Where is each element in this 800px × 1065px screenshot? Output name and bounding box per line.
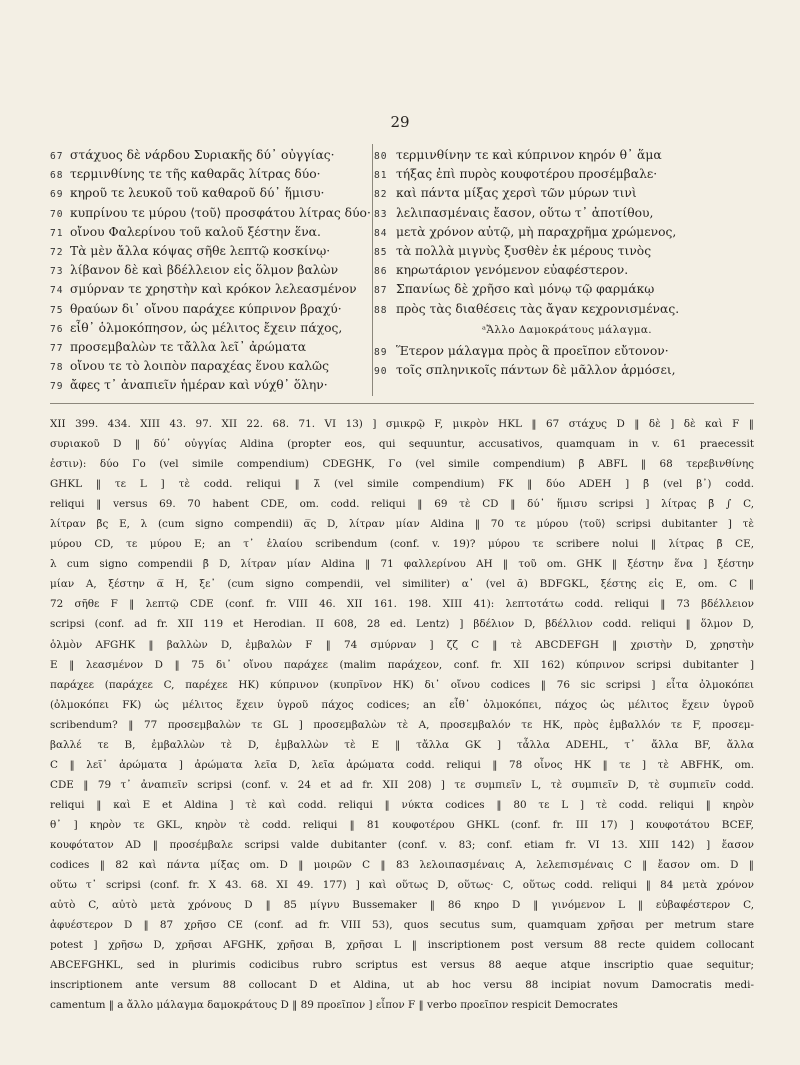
- apparatus-line: scripsi (conf. ad fr. XII 119 et Herodian. II 608, 28 ed. Lentz) ] βδέλιον D, βδέλλιον codd. reliqui ‖ ὅλμον D,: [50, 618, 754, 631]
- verse-line: [50, 184, 370, 203]
- verse-text: προσεμβαλὼν τε τἄλλα λεῖ᾽ ἀρώματα: [70, 339, 307, 354]
- verse-line: [50, 357, 370, 376]
- verse-line: [50, 165, 370, 184]
- verse-text: κυπρίνου τε μύρου ⟨τοῦ⟩ προσφάτου λίτρας δύο·: [70, 205, 371, 220]
- apparatus-line: reliqui ‖ versus 69. 70 habent CDE, om. codd. reliqui ‖ 69 τὲ CD ‖ δύ᾽ ἥμισυ scripsi ] λίτρας β̄ ∫ C,: [50, 498, 754, 511]
- verse-text: οἴνου τε τὸ λοιπὸν παραχέας ἕνου καλῶς: [70, 359, 329, 374]
- apparatus-line: ABCEFGHKL, sed in plurimis codicibus rubro scriptus est versus 88 aeque atque inscriptio quae sequitur;: [50, 959, 754, 972]
- verse-number: 70: [50, 208, 64, 220]
- verse-line: [50, 223, 370, 242]
- apparatus-line: λίτραν β̄ς E, λ (cum signo compendii) α̅ς D, λίτραν μίαν Aldina ‖ 70 τε μύρου ⟨τοῦ⟩ scripsi dubitanter ] τὲ: [50, 518, 754, 531]
- verse-text: Σπανίως δὲ χρῆσο καὶ μόνῳ τῷ φαρμάκῳ: [396, 282, 655, 297]
- verse-text: στάχυος δὲ νάρδου Συριακῆς δύ᾽ οὐγγίας·: [70, 148, 335, 162]
- verse-line: [374, 361, 754, 380]
- verse-number: 90: [374, 365, 388, 377]
- verse-number: 84: [374, 227, 388, 239]
- verse-text: σμύρναν τε χρηστὴν καὶ κρόκον λελεασμένον: [70, 282, 357, 297]
- verse-line: [50, 204, 370, 223]
- apparatus-line: ἐστιν): δύο Γο (vel simile compendium) CDEGHK, Γο (vel simile compendium) β̄ ABFL ‖ 68 τερεβινθίνης: [50, 458, 754, 471]
- verse-text: τοῖς σπληνικοῖς πάντων δὲ μᾶλλον ἁρμόσει,: [396, 362, 676, 377]
- verse-text: τερμινθίνης τε τῆς καθαρᾶς λίτρας δύο·: [70, 167, 321, 182]
- verse-number: 68: [50, 170, 64, 182]
- verse-number: 83: [374, 208, 388, 220]
- verse-number: 78: [50, 362, 64, 374]
- apparatus-line: GHKL ‖ τε L ] τὲ codd. reliqui ‖ λ̄ (vel simile compendium) FK ‖ δύο ADEH ] β̄ (vel β᾽) codd.: [50, 478, 754, 491]
- verse-number: 89: [374, 346, 388, 358]
- apparatus-line: CDE ‖ 79 τ᾽ ἀναπιεῖν scripsi (conf. v. 24 et ad fr. XII 208) ] τε συμπιεῖν L, τὲ συμπιεῖν D, τὲ συμπιεῖν codd.: [50, 778, 754, 791]
- apparatus-line: inscriptionem ante versum 88 collocant D et Aldina, ut ab hoc versu 88 incipiat novum Damocratis medi-: [50, 979, 754, 992]
- apparatus-line: συριακοῦ D ‖ δύ᾽ οὐγγίας Aldina (propter eos, qui sequuntur, accusativos, quamquam in v. 61 praecessit: [50, 438, 754, 451]
- verse-number: 80: [374, 151, 388, 162]
- verse-number: 73: [50, 266, 64, 278]
- apparatus-line: camentum ‖ a ἄλλο μάλαγμα δαμοκράτους D ‖ 89 προεῖπον ] εἶπον F ‖ verbo προεῖπον respicit Democrates: [50, 999, 618, 1012]
- verse-number: 74: [50, 285, 64, 297]
- apparatus-line: reliqui ‖ καὶ E et Aldina ] τὲ καὶ codd. reliqui ‖ νύκτα codices ‖ 80 τε L ] τὲ codd. reliqui ‖ κηρὸν: [50, 798, 754, 811]
- verse-line: [50, 319, 370, 338]
- verse-number: 77: [50, 342, 64, 354]
- page-number: 29: [390, 113, 410, 131]
- verse-text: κηροῦ τε λευκοῦ τοῦ καθαροῦ δύ᾽ ἥμισυ·: [70, 186, 325, 201]
- verse-line: [374, 146, 754, 165]
- verse-line: [50, 280, 370, 299]
- verse-number: 81: [374, 170, 388, 182]
- apparatus-line: λ cum signo compendii β̄ D, λίτραν μίαν Aldina ‖ 71 φαλλερίνου AH ‖ τοῦ om. GHK ‖ ξέστην ἕνα ] ξέστην: [50, 558, 754, 571]
- critical-apparatus: [50, 414, 754, 1015]
- verse-text: ἄφες τ᾽ ἀναπιεῖν ἡμέραν καὶ νύχθ᾽ ὅλην·: [70, 378, 328, 393]
- verse-number: 87: [374, 285, 388, 297]
- apparatus-line: παράχεε (παράχεε C, παρέχεε HK) κύπρινον (κυπρῖνον HK) δι᾽ οἴνου codices ‖ 76 sic scripsi ] εἶτα ὀλμοκόπει: [50, 678, 754, 691]
- verse-text: καὶ πάντα μίξας χερσὶ τῶν μύρων τινὶ: [396, 186, 637, 201]
- verse-text: Τὰ μὲν ἄλλα κόψας σῆθε λεπτῷ κοσκίνῳ·: [70, 243, 331, 258]
- verse-line: [50, 261, 370, 280]
- apparatus-line: 72 σῆθε F ‖ λεπτῷ CDE (conf. fr. VIII 46. XII 161. 198. XIII 41): λεπτοτάτω codd. reliqui ‖ 73 βδέλλειον: [50, 598, 754, 611]
- apparatus-rule: [50, 403, 754, 404]
- verse-line: [374, 342, 754, 361]
- verse-text: οἴνου Φαλερίνου τοῦ καλοῦ ξέστην ἕνα.: [70, 224, 321, 239]
- column-divider: [372, 144, 373, 396]
- verse-number: 72: [50, 246, 64, 258]
- apparatus-line: C ‖ λεῖ᾽ ἀρώματα ] ἀρώματα λεῖα D, λεῖα ἀρώματα codd. reliqui ‖ 78 οἶνος HK ‖ τε ] τὲ ABFHK, om.: [50, 758, 754, 771]
- apparatus-line: κουφότατον AD ‖ προσέμβαλε scripsi valde dubitanter (conf. v. 83; conf. etiam fr. VI 13. XIII 142) ] ἔασον: [50, 838, 754, 851]
- apparatus-line: E ‖ λεασμένον D ‖ 75 δι᾽ οἴνου παράχεε (malim παράχεον, conf. fr. XII 162) κύπρινον scripsi dubitanter ]: [50, 658, 754, 671]
- verse-number: 88: [374, 304, 388, 316]
- apparatus-line: ὁλμὸν AFGHK ‖ βαλλὼν D, ἐμβαλὼν F ‖ 74 σμύρναν ] ζζ C ‖ τὲ ABCDEFGH ‖ χριστὴν D, χρηστὴν: [50, 638, 754, 651]
- verse-line: [374, 223, 754, 242]
- apparatus-line: μίαν A, ξέστην α̅ H, ξε᾽ (cum signo compendii, vel similiter) α᾽ (vel ᾱ) BDFGKL, ξέστης εἰς E, om. C ‖: [50, 578, 754, 591]
- verse-number: 86: [374, 266, 388, 278]
- verse-number: 79: [50, 381, 64, 393]
- recipe-heading: ᵃἌλλο Δαμοκράτους μάλαγμα.: [481, 323, 652, 336]
- verse-line: [374, 280, 754, 299]
- verse-text: εἶθ᾽ ὁλμοκόπησον, ὡς μέλιτος ἔχειν πάχος,: [70, 320, 343, 335]
- verse-line: [374, 300, 754, 319]
- verse-number: 85: [374, 246, 388, 258]
- verse-number: 69: [50, 189, 64, 201]
- verse-text: θραύων δι᾽ οἴνου παράχεε κύπρινον βραχύ·: [70, 301, 342, 316]
- apparatus-line: ἀφυέστερον D ‖ 87 χρῆσο CE (conf. ad fr. VIII 53), quos secutus sum, quamquam χρῆσαι per metrum stare: [50, 919, 754, 932]
- apparatus-line: scribendum? ‖ 77 προσεμβαλὼν τε GL ] προσεμβαλὼν τὲ A, προσεμβαλόν τε HK, πρὸς ἐμβαλλόν τε F, προσεμ-: [50, 718, 754, 731]
- left-verse-column: [50, 146, 370, 395]
- verse-line: [374, 242, 754, 261]
- verse-line: [374, 204, 754, 223]
- verse-text: τερμινθίνην τε καὶ κύπρινον κηρόν θ᾽ ἅμα: [396, 148, 662, 162]
- verse-line: [374, 261, 754, 280]
- verse-number: 82: [374, 189, 388, 201]
- verse-line: [50, 338, 370, 357]
- verse-text: πρὸς τὰς διαθέσεις τὰς ἄγαν κεχρονισμένας.: [396, 301, 680, 316]
- apparatus-line: αὐτὸ C, αὐτὸ μετὰ χρόνους D ‖ 85 μίγνυ Bussemaker ‖ 86 κηρο D ‖ γινόμενον L ‖ εὐβαφέστερον C,: [50, 899, 754, 912]
- right-verse-column: [374, 146, 754, 380]
- apparatus-line: XII 399. 434. XIII 43. 97. XII 22. 68. 71. VI 13) ] σμικρῷ F, μικρὸν HKL ‖ 67 στάχυς D ‖ δὲ ] δὲ καὶ F ‖: [50, 418, 754, 430]
- apparatus-line: βαλλέ τε B, ἐμβαλλὼν τὲ D, ἐμβαλλὼν τὲ E ‖ τἄλλα GK ] τἆλλα ADEHL, τ᾽ ἄλλα BF, ἄλλα: [50, 738, 754, 751]
- apparatus-line: codices ‖ 82 καὶ πάντα μίξας om. D ‖ μοιρῶν C ‖ 83 λελοιπασμέναις A, λελεπισμέναις C ‖ ἔασον om. D ‖: [50, 859, 754, 872]
- verse-line: [50, 300, 370, 319]
- verse-line: [50, 146, 370, 165]
- verse-line: [50, 242, 370, 261]
- verse-line: [374, 184, 754, 203]
- apparatus-line: θ᾽ ] κηρὸν τε GKL, κηρὸν τὲ codd. reliqui ‖ 81 κουφοτέρου GHKL (conf. fr. III 17) ] κουφοτάτου BCEF,: [50, 818, 754, 831]
- verse-number: 71: [50, 227, 64, 239]
- apparatus-line: potest ] χρῆσω D, χρῆσαι AFGHK, χρῆσαι B, χρῆσαι L ‖ inscriptionem post versum 88 recte quidem collocant: [50, 939, 754, 952]
- verse-text: λελιπασμέναις ἔασον, οὕτω τ᾽ ἀποτίθου,: [396, 205, 654, 220]
- apparatus-line: οὕτω τ᾽ scripsi (conf. fr. X 43. 68. XI 49. 177) ] καὶ οὕτως D, οὕτως· C, οὕτως codd. reliqui ‖ 84 μετὰ χρόνον: [50, 879, 754, 892]
- verse-text: μετὰ χρόνον αὐτῷ, μὴ παραχρῆμα χρώμενος,: [396, 224, 677, 239]
- apparatus-line: μύρου CD, τε μύρου E; an τ᾽ ἐλαίου scribendum (conf. v. 19)? μύρου τε scribere nolui ‖ λίτρας β̄ CE,: [50, 538, 754, 551]
- verse-text: λίβανον δὲ καὶ βδέλλειον εἰς ὅλμον βαλὼν: [70, 263, 339, 278]
- verse-text: τήξας ἐπὶ πυρὸς κουφοτέρου προσέμβαλε·: [396, 167, 658, 182]
- verse-line: [374, 165, 754, 184]
- apparatus-line: (ὀλμοκόπει FK) ὡς μέλιτος ἔχειν ὑγροῦ πάχος codices; an εἶθ᾽ ὀλμοκόπει, πάχος ὡς μέλιτος ἔχειν ὑγροῦ: [50, 698, 754, 711]
- verse-text: Ἕτερον μάλαγμα πρὸς ἃ προεῖπον εὔτονον·: [396, 343, 669, 358]
- verse-line: [50, 376, 370, 395]
- verse-number: 67: [50, 151, 64, 162]
- verse-text: κηρωτάριον γενόμενον εὐαφέστερον.: [396, 263, 629, 278]
- verse-number: 75: [50, 304, 64, 316]
- verse-number: 76: [50, 323, 64, 335]
- verse-text: τὰ πολλὰ μιγνὺς ξυσθὲν ἐκ μέρους τινὸς: [396, 243, 652, 258]
